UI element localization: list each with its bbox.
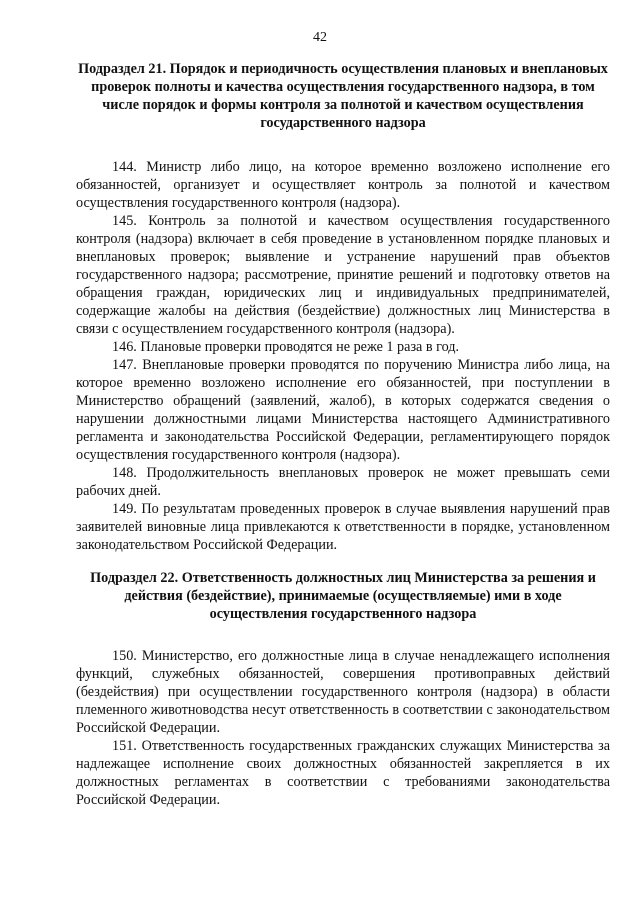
paragraph-146: 146. Плановые проверки проводятся не реже 1 раза в год.: [112, 339, 460, 355]
paragraph-144: 144. Министр либо лицо, на которое временно возложено исполнение его обязанностей, организует и осуществляет контроль за полнотой и качеством осуществления государственного контроля (надзора).: [76, 159, 610, 211]
paragraph-148: 148. Продолжительность внеплановых проверок не может превышать семи рабочих дней.: [76, 465, 610, 499]
subsection-21-heading: Подраздел 21. Порядок и периодичность осуществления плановых и внеплановых проверок полноты и качества осуществления государственного надзора, в том числе порядок и формы контроля за полнотой и качеством осуществления государственного надзора: [78, 61, 608, 131]
paragraph-150: 150. Министерство, его должностные лица в случае ненадлежащего исполнения функций, служебных обязанностей, совершения противоправных действий (бездействия) при осуществлении государственного контроля (надзора) в области племенного животноводства несут ответственность в соответствии с законодательством Российской Федерации.: [76, 648, 610, 736]
paragraph-145: 145. Контроль за полнотой и качеством осуществления государственного контроля (надзора) включает в себя проведение в установленном порядке плановых и внеплановых проверок; выявление и устранение нарушений прав объектов государственного надзора; рассмотрение, принятие решений и подготовку ответов на обращения граждан, юридических лиц и индивидуальных предпринимателей, содержащие жалобы на действия (бездействие) должностных лиц Министерства в связи с осуществлением государственного контроля (надзора).: [76, 213, 610, 337]
paragraph-151: 151. Ответственность государственных гражданских служащих Министерства за надлежащее исполнение своих должностных обязанностей закрепляется в их должностных регламентах в соответствии с требованиями законодательства Российской Федерации.: [76, 738, 610, 808]
page-number: 42: [313, 30, 327, 45]
document-body: [76, 60, 610, 809]
subsection-22: [76, 569, 610, 809]
paragraph-147: 147. Внеплановые проверки проводятся по поручению Министра либо лица, на которое временно возложено исполнение его обязанностей, при поступлении в Министерство обращений (заявлений, жалоб), в которых содержатся сведения о нарушении должностными лицами Министерства настоящего Административного регламента и законодательства Российской Федерации, регламентирующего порядок осуществления государственного контроля (надзора).: [76, 357, 610, 463]
subsection-21: [76, 60, 610, 554]
subsection-22-heading: Подраздел 22. Ответственность должностных лиц Министерства за решения и действия (бездействие), принимаемые (осуществляемые) ими в ходе осуществления государственного надзора: [90, 570, 596, 622]
paragraph-149: 149. По результатам проведенных проверок в случае выявления нарушений прав заявителей виновные лица привлекаются к ответственности в порядке, установленном законодательством Российской Федерации.: [76, 501, 610, 553]
